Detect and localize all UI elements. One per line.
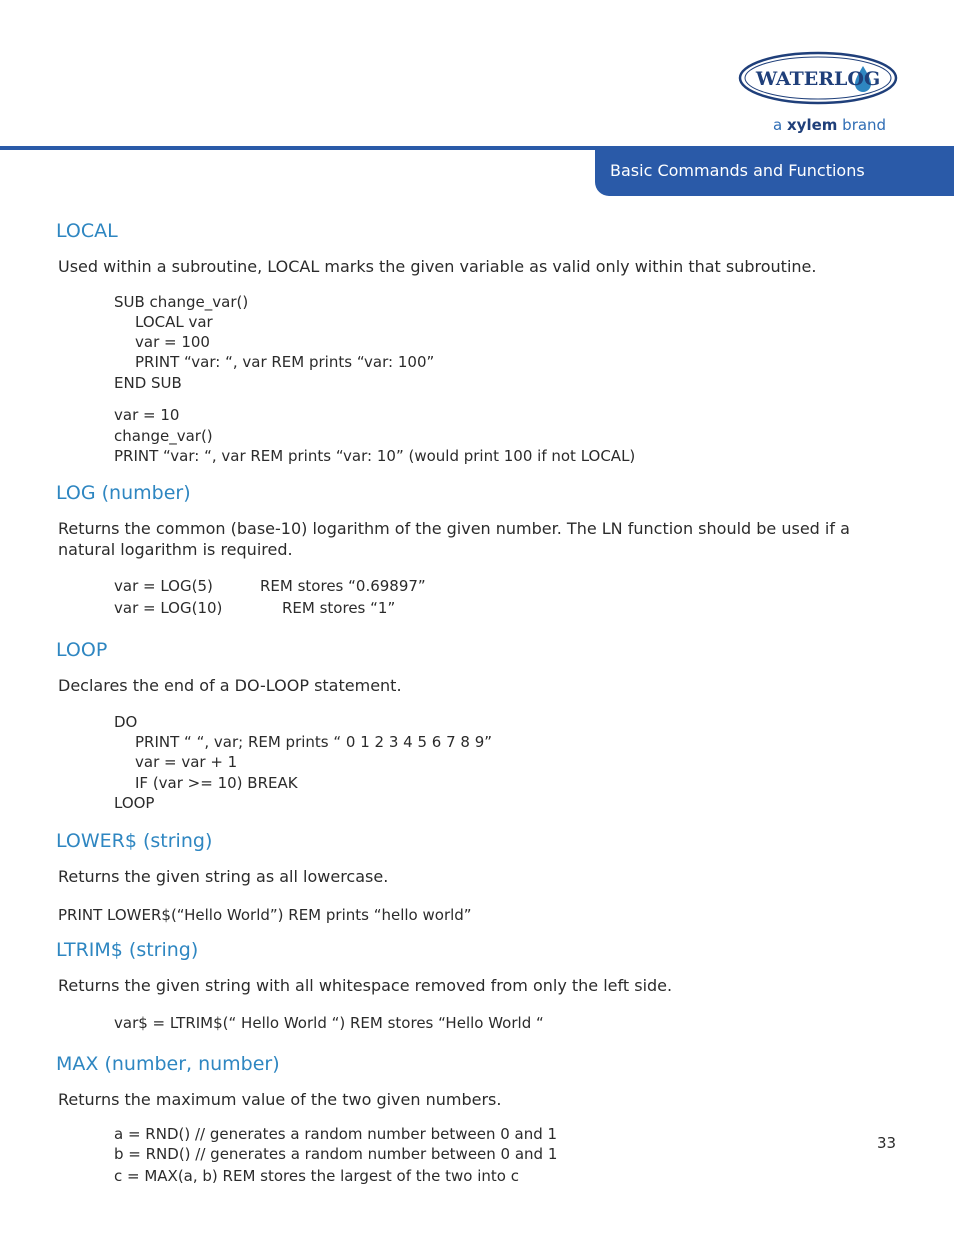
heading-lower: LOWER$ (string) [56,830,213,852]
code-line: END SUB [114,374,182,392]
heading-log: LOG (number) [56,482,191,504]
code-line: a = RND() // generates a random number between 0 and 1 [114,1125,558,1143]
xylem-brand-name: xylem [786,116,838,134]
code-line: PRINT “ “, var; REM prints “ 0 1 2 3 4 5 6 7 8 9” [135,733,493,751]
code-line: SUB change_var() [114,293,249,311]
code-comment: REM stores “1” [282,599,396,617]
heading-ltrim: LTRIM$ (string) [56,939,199,961]
description-log: Returns the common (base-10) logarithm of the given number. The LN function should be used if a natural logarithm is required. [58,519,850,559]
description-max: Returns the maximum value of the two given numbers. [58,1090,502,1109]
code-line: var = LOG(10) [114,599,223,617]
brand-tagline [773,116,886,134]
logo-text: WATERLOG [755,68,881,90]
code-line: c = MAX(a, b) REM stores the largest of the two into c [114,1167,519,1185]
heading-loop: LOOP [56,639,108,661]
description-lower: Returns the given string as all lowercase. [58,867,389,886]
tagline-prefix: a [773,116,783,134]
code-line: var = var + 1 [135,753,238,771]
code-comment: REM stores “0.69897” [260,577,426,595]
code-line: change_var() [114,427,213,445]
code-line: LOCAL var [135,313,213,331]
code-line: var$ = LTRIM$(“ Hello World “) REM stores “Hello World “ [114,1014,544,1032]
code-line: var = 100 [135,333,210,351]
description-local: Used within a subroutine, LOCAL marks the given variable as valid only within that subroutine. [58,257,817,276]
code-line: IF (var >= 10) BREAK [135,774,298,792]
code-line: PRINT “var: “, var REM prints “var: 100” [135,353,435,371]
code-line: var = 10 [114,406,180,424]
code-line: PRINT “var: “, var REM prints “var: 10” (would print 100 if not LOCAL) [114,447,636,465]
description-loop: Declares the end of a DO-LOOP statement. [58,676,402,695]
description-ltrim: Returns the given string with all whitespace removed from only the left side. [58,976,673,995]
page-number: 33 [877,1134,897,1152]
code-line: PRINT LOWER$(“Hello World”) REM prints “hello world” [58,906,472,924]
section-tab: Basic Commands and Functions [595,146,954,196]
code-line: LOOP [114,794,155,812]
code-line: b = RND() // generates a random number between 0 and 1 [114,1145,558,1163]
waterlog-logo [737,50,899,106]
heading-local: LOCAL [56,220,118,242]
code-line: DO [114,713,138,731]
tagline-suffix: brand [842,116,887,134]
heading-max: MAX (number, number) [56,1053,280,1075]
code-line: var = LOG(5) [114,577,213,595]
